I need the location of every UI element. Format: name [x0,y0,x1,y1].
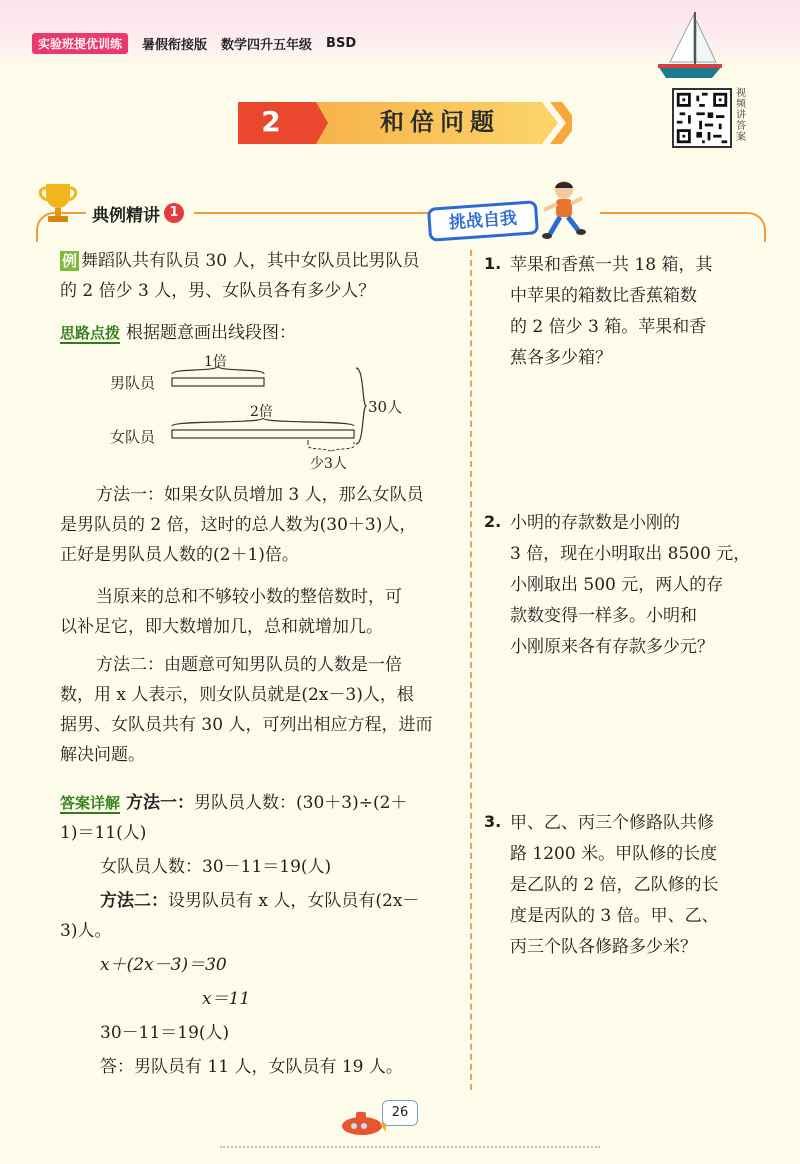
total-label: 30人 [368,398,403,416]
male-segment [172,378,264,386]
ans-method1-label: 方法一： [126,793,195,813]
final-answer: 答：男队员有 11 人，女队员有 19 人。 [100,1057,403,1077]
method2-line-4: 解决问题。 [60,745,145,765]
two-times-label: 2倍 [250,404,273,420]
trophy-icon [36,180,80,224]
question-1-line-1: 苹果和香蕉一共 18 箱，其 [510,255,713,275]
question-1 [484,250,784,374]
question-3 [484,808,784,963]
example-section-title: 典例精讲 [92,205,160,226]
question-3-line-5: 丙三个队各修路多少米？ [510,937,697,957]
ans-method2-line-1: 设男队员有 x 人，女队员有(2x－ [168,891,420,911]
question-2-line-1: 小明的存款数是小刚的 [510,513,680,533]
method2-line-1: 方法二：由题意可知男队员的人数是一倍 [96,655,402,675]
question-1-number: 1. [484,254,502,273]
example-number-badge: 1 [164,203,184,223]
question-3-number: 3. [484,812,502,831]
equation-2: x＝11 [202,989,251,1009]
total-brace [356,368,366,444]
runner-boy-icon [532,178,592,244]
hint-label: 思路点拨 [60,324,121,342]
qr-label: 视频讲答案 [736,88,746,143]
method1-line-1: 方法一：如果女队员增加 3 人，那么女队员 [96,485,424,505]
method1-line-2: 是男队员的 2 倍，这时的总人数为(30＋3)人， [60,515,417,535]
answer-block [60,788,464,1082]
female-label: 女队员 [110,428,156,446]
publisher-label: BSD [326,35,357,51]
submarine-icon [340,1108,386,1138]
example-section-label [86,200,194,226]
method2-line-2: 数，用 x 人表示，则女队员就是(2x－3)人，根 [60,685,414,705]
question-3-line-2: 路 1200 米。甲队修的长度 [510,844,718,864]
question-1-line-2: 中苹果的箱数比香蕉箱数 [510,286,697,306]
one-times-label: 1倍 [204,354,227,370]
question-2-line-4: 款数变得一样多。小明和 [510,606,697,626]
question-3-line-1: 甲、乙、丙三个修路队共修 [510,813,714,833]
ans-method1-line-3: 女队员人数：30－11＝19(人) [100,857,332,877]
example-problem [60,246,464,306]
ans-method1-line-2: 1)＝11(人) [60,823,147,843]
column-divider [470,250,472,1090]
page-title: 和倍问题 [380,108,500,136]
question-3-line-4: 度是丙队的 3 倍。甲、乙、 [510,906,719,926]
male-label: 男队员 [110,374,156,392]
tip-paragraph [60,582,464,642]
challenge-section-frame [600,212,766,242]
question-2-line-3: 小刚取出 500 元，两人的存 [510,575,724,595]
challenge-section-label: 挑战自我 [427,200,539,242]
ans-method1-line-1: 男队员人数：(30＋3)÷(2＋ [194,793,408,813]
hint-row [60,318,464,348]
line-segment-diagram [100,354,430,474]
ans-method2-line-2: 3)人。 [60,921,112,941]
question-2 [484,508,784,663]
equation-1: x＋(2x－3)＝30 [100,955,227,975]
female-segment [172,430,354,438]
sailboat-icon [650,10,730,82]
method-one-explanation [60,480,464,570]
question-1-line-3: 的 2 倍少 3 箱。苹果和香 [510,317,707,337]
question-2-number: 2. [484,512,502,531]
subject-label: 数学四升五年级 [221,37,313,53]
qr-code-icon[interactable] [672,88,732,148]
problem-line-2: 的 2 倍少 3 人，男、女队员各有多少人？ [60,281,376,301]
question-1-line-4: 蕉各多少箱？ [510,348,612,368]
chapter-number: 2 [261,105,281,138]
ans-method2-label: 方法二： [100,891,168,911]
problem-line-1: 舞蹈队共有队员 30 人，其中女队员比男队员 [81,251,420,271]
answer-label: 答案详解 [60,794,121,812]
tip-line-2: 以补足它，即大数增加几，总和就增加几。 [60,617,383,637]
question-2-line-2: 3 倍，现在小明取出 8500 元， [510,544,751,564]
header-bar [32,32,356,54]
page-number: 26 [382,1100,418,1126]
question-2-line-5: 小刚原来各有存款多少元？ [510,637,714,657]
method1-line-3: 正好是男队员人数的(2＋1)倍。 [60,545,299,565]
hint-text: 根据题意画出线段图： [126,323,297,343]
less-brace [308,442,354,452]
footer-divider [220,1146,600,1148]
brand-label: 实验班提优训练 [32,33,128,54]
tip-line-1: 当原来的总和不够较小数的整倍数时，可 [96,587,402,607]
question-3-line-3: 是乙队的 2 倍，乙队修的长 [510,875,719,895]
example-tag: 例 [62,252,78,270]
edition-label: 暑假衔接版 [142,37,208,53]
equation-3: 30－11＝19(人) [100,1023,230,1043]
less-label: 少3人 [310,456,347,472]
method-two-explanation [60,650,464,770]
method2-line-3: 据男、女队员共有 30 人，可列出相应方程，进而 [60,715,433,735]
